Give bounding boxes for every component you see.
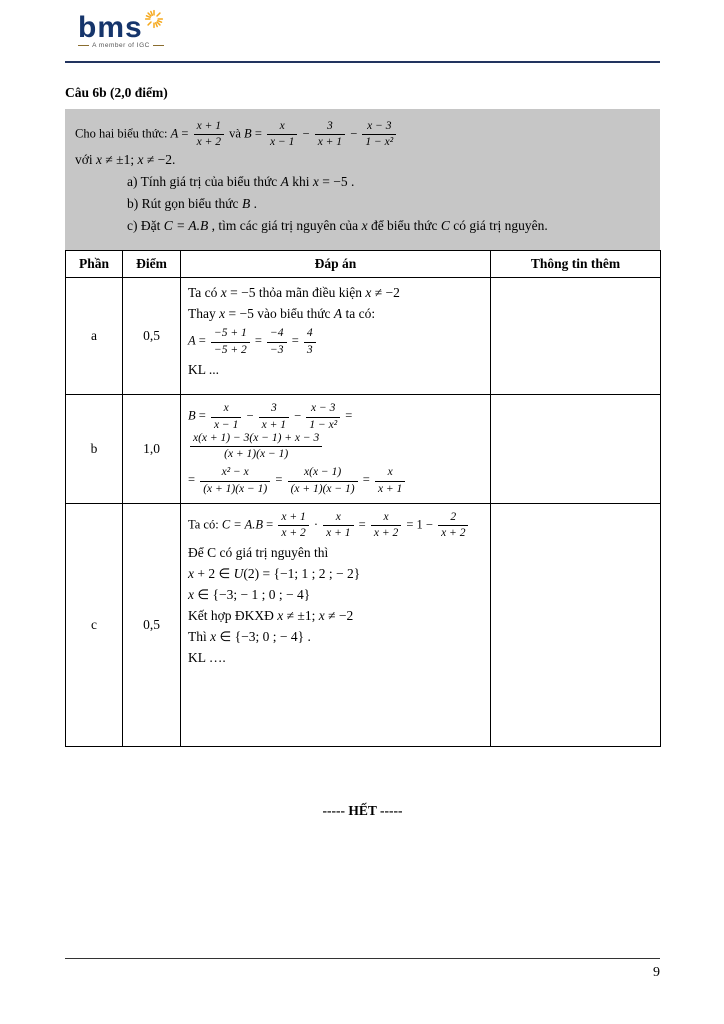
extra-info-cell — [491, 278, 661, 395]
extra-info-cell — [491, 395, 661, 503]
end-of-document-text: ----- HẾT ----- — [322, 802, 403, 818]
fraction: $\frac{x(x - 1)}{(x + 1)(x - 1)}$ — [286, 466, 360, 495]
header-rule — [65, 61, 660, 63]
score-cell: 0,5 — [123, 278, 181, 395]
col-header-part: Phần — [66, 251, 123, 278]
answer-line: = $\frac{\text{x² − x}}{(x + 1)(x - 1)}$ = $\frac{x(x - 1)}{(x + 1)(x - 1)}$ = $\frac{x}{x + 1}$ — [188, 466, 487, 495]
problem-item-a: a) Tính giá trị của biểu thức A khi x = −5 . — [127, 174, 355, 190]
answer-line: Ta có: C = A.B = $\frac{x + 1}{x + 2}$ · $\frac{x}{x + 1}$ = $\frac{x}{x + 2}$ = 1 − $\frac{2}{x + 2}$ — [188, 511, 487, 540]
problem-item-c: c) Đặt C = A.B , tìm các giá trị nguyên của x để biểu thức C có giá trị nguyên. — [127, 218, 548, 234]
fraction: $\frac{x}{x - 1}$ — [209, 402, 243, 431]
fraction: $\frac{4}{3}$ — [302, 327, 318, 356]
table-header-row — [66, 251, 661, 278]
page-number: 9 — [653, 965, 660, 980]
fraction: $\frac{-5 + 1}{-5 + 2}$ — [209, 327, 252, 356]
answer-cell — [181, 278, 491, 395]
fraction: $\frac{x}{x + 2}$ — [369, 511, 403, 540]
score-cell: 0,5 — [123, 503, 181, 746]
answer-table — [65, 250, 661, 746]
fraction: $\frac{3}{x + 1}$ — [313, 120, 347, 149]
fraction: $\frac{x - 3}{\text{1 − x²}}$ — [304, 402, 342, 431]
extra-info-cell — [491, 503, 661, 746]
fraction: $\frac{-4}{-3}$ — [265, 327, 289, 356]
logo-subtitle-text: A member of IGC — [92, 42, 150, 49]
table-row — [66, 503, 661, 746]
fraction: $\frac{2}{x + 2}$ — [436, 511, 470, 540]
fraction: $\frac{x}{x - 1}$ — [265, 120, 299, 149]
answer-line: B = $\frac{x}{x - 1}$ − $\frac{3}{x + 1}$ − $\frac{x - 3}{\text{1 − x²}}$ = $\frac{x(x + 1) - 3(x - 1) + x - 3}{(x + 1)(x - 1)}$ — [188, 402, 353, 461]
answer-line: Để C có giá trị nguyên thì — [188, 545, 329, 561]
answer-line: Ta có x = −5 thỏa mãn điều kiện x ≠ −2 — [188, 285, 400, 301]
fraction: $\frac{3}{x + 1}$ — [257, 402, 291, 431]
problem-condition: với x ≠ ±1; x ≠ −2. — [75, 152, 176, 168]
part-cell: c — [66, 503, 123, 746]
score-cell: 1,0 — [123, 395, 181, 503]
bms-logo: bms — [78, 11, 143, 44]
logo-subtitle-rule-right — [153, 45, 164, 46]
fraction: $\frac{x(x + 1) - 3(x - 1) + x - 3}{(x + 1)(x - 1)}$ — [188, 432, 324, 461]
page-content — [65, 0, 660, 819]
answer-cell — [181, 503, 491, 746]
answer-line: KL …. — [188, 650, 226, 666]
table-row — [66, 278, 661, 395]
footer-rule — [65, 958, 660, 981]
answer-line: x + 2 ∈ U(2) = {−1; 1 ; 2 ; − 2} — [188, 566, 361, 582]
answer-line: KL ... — [188, 361, 219, 377]
fraction: $\frac{\text{x² − x}}{(x + 1)(x - 1)}$ — [198, 466, 272, 495]
question-title: Câu 6b (2,0 điểm) — [65, 85, 168, 100]
fraction: $\frac{x}{x + 1}$ — [321, 511, 355, 540]
table-row — [66, 395, 661, 503]
answer-cell — [181, 395, 491, 503]
logo-subtitle-rule-left — [78, 45, 89, 46]
problem-statement: Cho hai biểu thức: A = $\frac{x + 1}{x + 2}$ và B = $\frac{x}{x - 1}$ − $\frac{3}{x + 1}$ − $\frac{x - 3}{\text{1 − x²}}$ — [75, 120, 650, 149]
answer-line: x ∈ {−3; − 1 ; 0 ; − 4} — [188, 587, 311, 603]
part-cell: a — [66, 278, 123, 395]
answer-line: Thay x = −5 vào biểu thức A ta có: — [188, 306, 376, 322]
problem-box — [65, 109, 660, 250]
header — [65, 0, 660, 61]
part-cell: b — [66, 395, 123, 503]
col-header-score: Điểm — [123, 251, 181, 278]
fraction: $\frac{x + 1}{x + 2}$ — [192, 120, 226, 149]
answer-line: A = $\frac{-5 + 1}{-5 + 2}$ = $\frac{-4}{-3}$ = $\frac{4}{3}$ — [188, 327, 487, 356]
fraction: $\frac{x + 1}{x + 2}$ — [276, 511, 310, 540]
answer-line: Thì x ∈ {−3; 0 ; − 4} . — [188, 629, 311, 645]
col-header-extra: Thông tin thêm — [491, 251, 661, 278]
fraction: $\frac{x - 3}{\text{1 − x²}}$ — [360, 120, 398, 149]
bms-logo-sun-icon — [144, 9, 164, 33]
col-header-answer: Đáp án — [181, 251, 491, 278]
problem-item-b: b) Rút gọn biểu thức B . — [127, 196, 257, 212]
fraction: $\frac{x}{x + 1}$ — [373, 466, 407, 495]
answer-line: Kết hợp ĐKXĐ x ≠ ±1; x ≠ −2 — [188, 608, 354, 624]
